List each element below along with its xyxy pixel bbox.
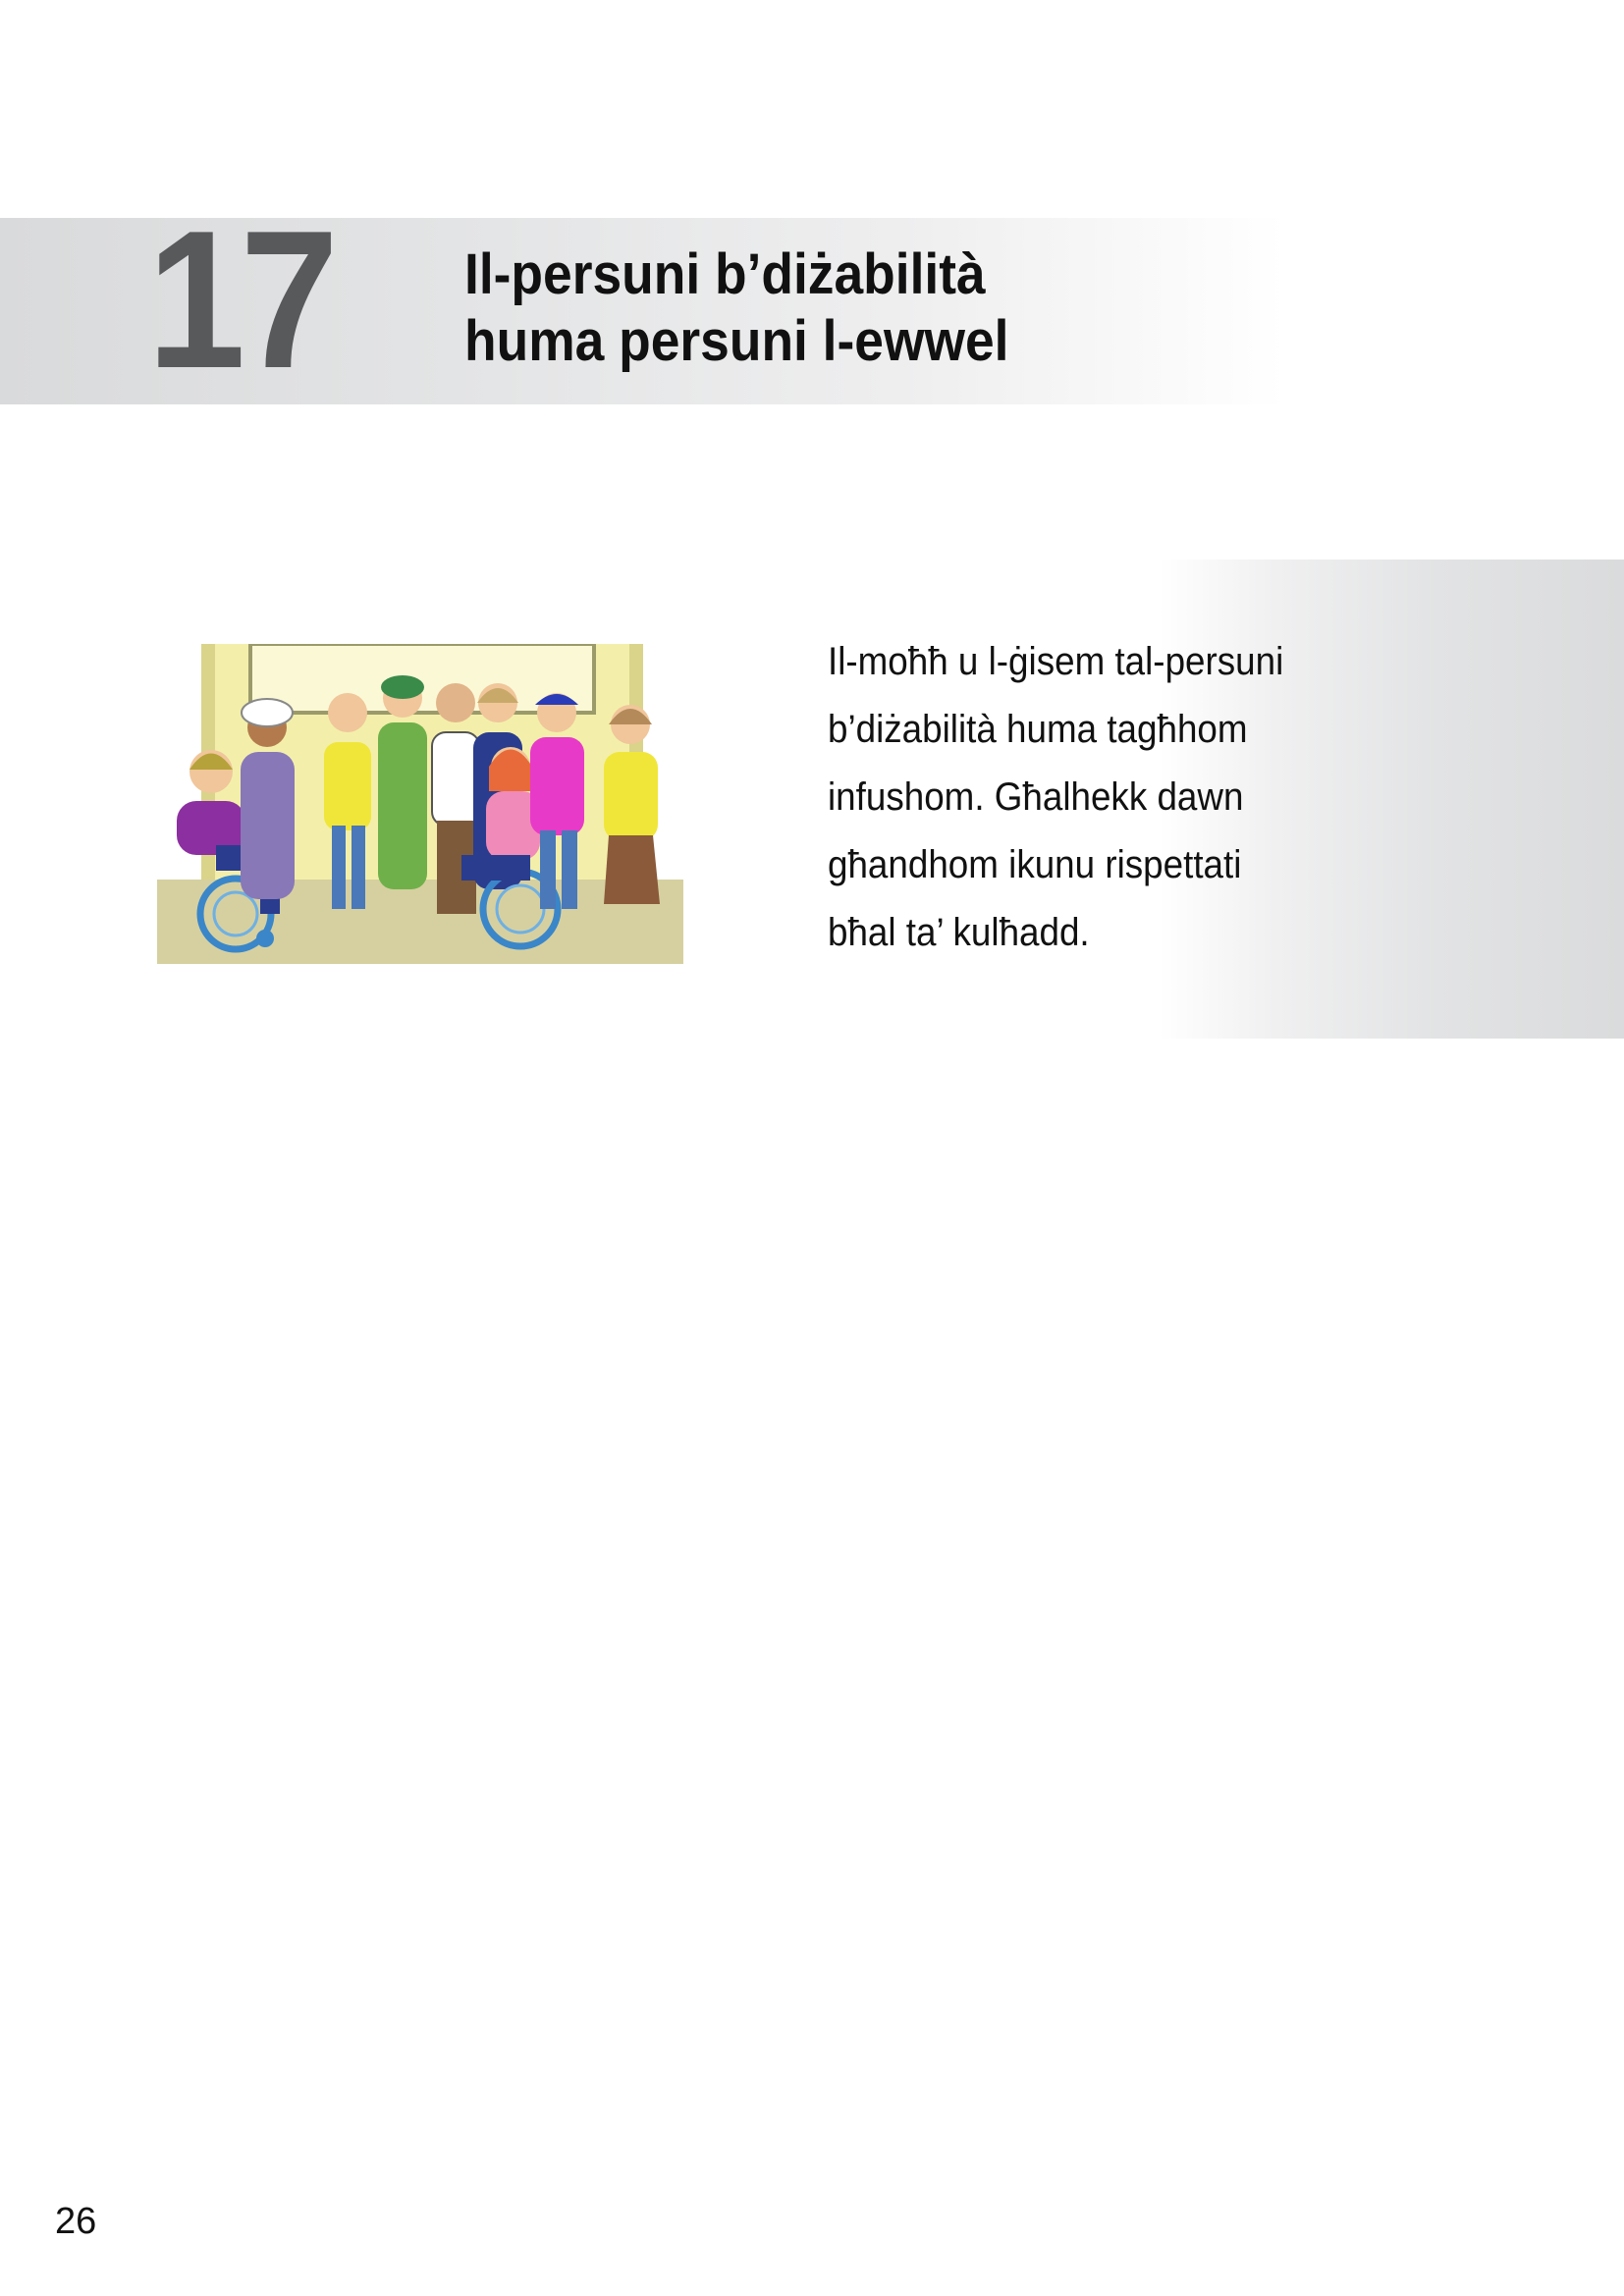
- chapter-title-line-1: Il-persuni b’diżabilità: [464, 242, 986, 306]
- body-line-5: bħal ta’ kulħadd.: [828, 911, 1090, 954]
- people-group-illustration: [157, 644, 683, 964]
- page-number: 26: [55, 2201, 97, 2242]
- chapter-title-line-2: huma persuni l-ewwel: [464, 309, 1009, 373]
- body-line-3: infushom. Għalhekk dawn: [828, 775, 1244, 819]
- body-line-4: għandhom ikunu rispettati: [828, 843, 1242, 886]
- chapter-number: 17: [147, 190, 334, 409]
- chapter-title: [464, 241, 1008, 375]
- body-text: [828, 628, 1283, 967]
- body-line-1: Il-moħħ u l-ġisem tal-persuni: [828, 640, 1284, 683]
- body-line-2: b’diżabilità huma tagħhom: [828, 708, 1248, 751]
